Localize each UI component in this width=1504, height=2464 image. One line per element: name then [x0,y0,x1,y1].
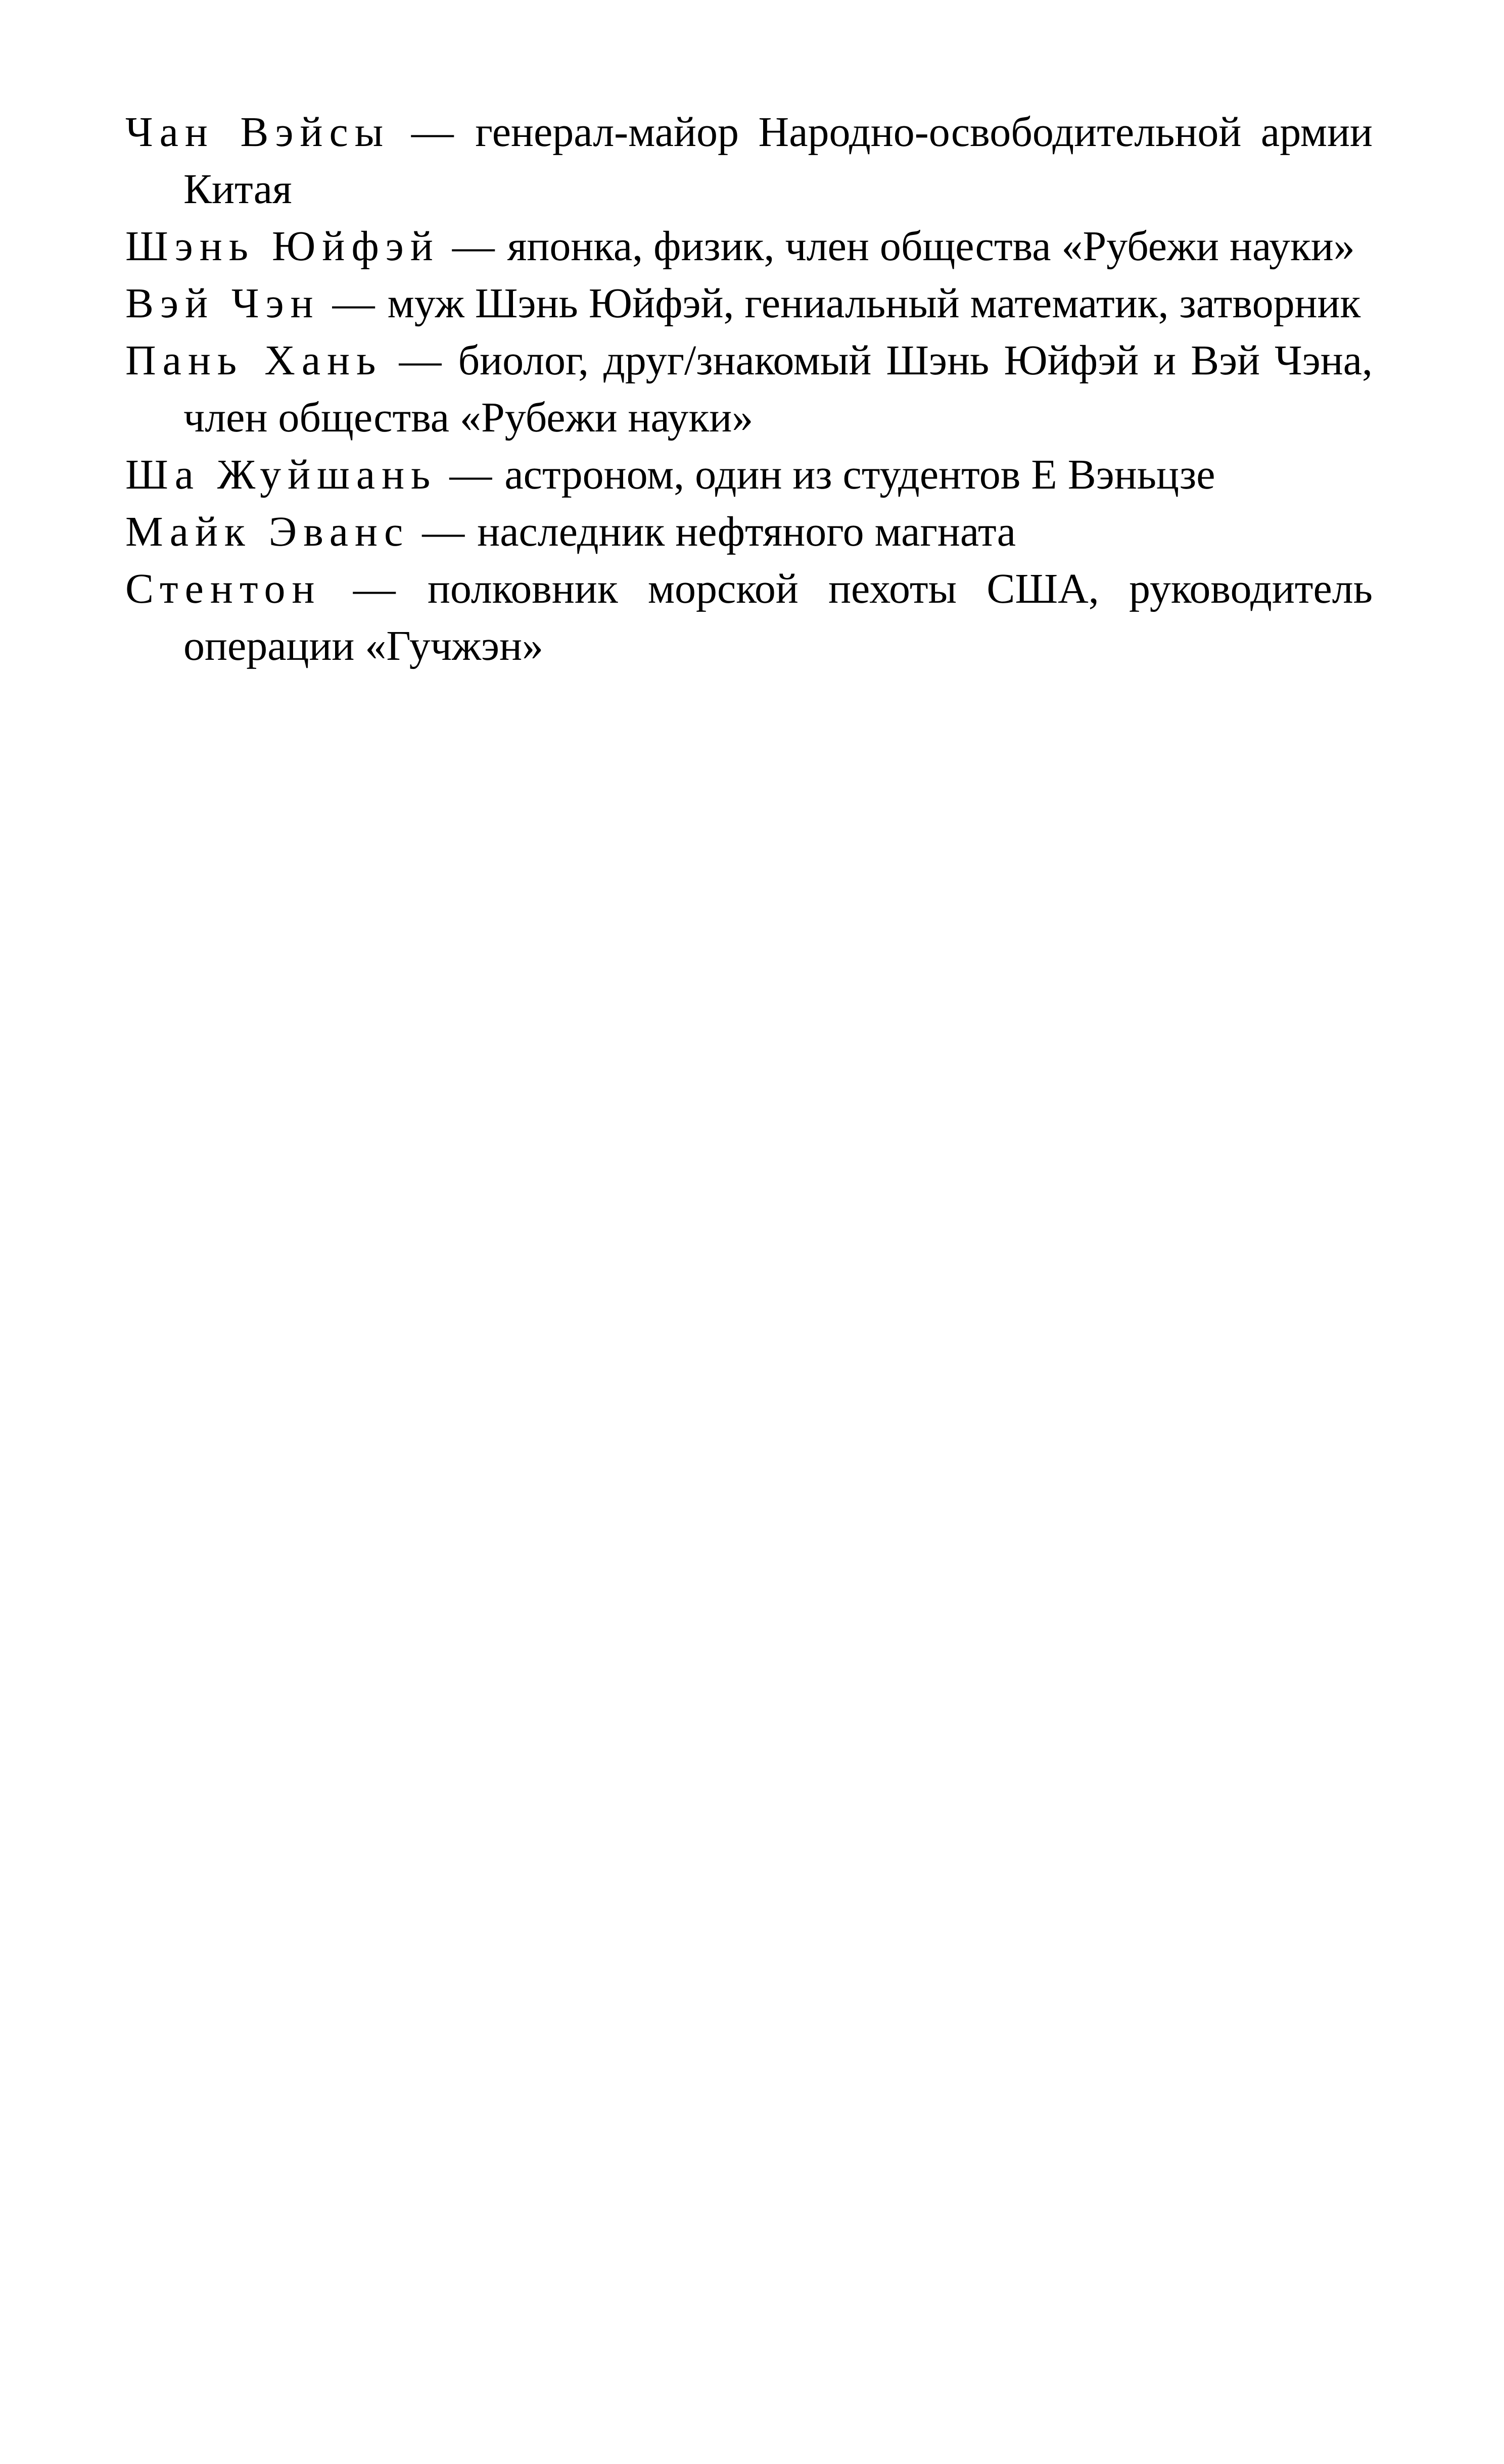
character-entry [125,104,1373,218]
dash-separator: — [452,223,495,270]
dash-separator: — [332,280,375,327]
character-entry [125,275,1373,332]
dash-separator: — [422,508,465,555]
character-list [125,104,1373,674]
character-description: астроном, один из студентов Е Вэньцзе [504,451,1215,498]
character-entry [125,446,1373,503]
character-name: Майк Эванс [125,508,410,555]
character-description: генерал-майор Народно-освободительной армии Китая [183,109,1373,213]
dash-separator: — [449,451,492,498]
character-name: Пань Хань [125,337,383,384]
character-description: муж Шэнь Юйфэй, гениальный математик, затворник [387,280,1361,327]
dash-separator: — [399,337,442,384]
character-name: Ша Жуйшань [125,451,437,498]
character-description: полковник морской пехоты США, руководитель операции «Гучжэн» [183,565,1373,669]
character-entry [125,332,1373,446]
dash-separator: — [411,109,454,156]
character-entry [125,503,1373,560]
character-entry [125,218,1373,275]
character-name: Чан Вэйсы [125,109,390,156]
character-name: Стентон [125,565,321,612]
character-name: Шэнь Юйфэй [125,223,440,270]
dash-separator: — [353,565,396,612]
character-name: Вэй Чэн [125,280,320,327]
character-description: наследник нефтяного магната [477,508,1016,555]
character-entry [125,560,1373,674]
character-description: биолог, друг/знакомый Шэнь Юйфэй и Вэй Чэна, член общества «Рубежи науки» [183,337,1373,441]
character-description: японка, физик, член общества «Рубежи науки» [507,223,1355,270]
